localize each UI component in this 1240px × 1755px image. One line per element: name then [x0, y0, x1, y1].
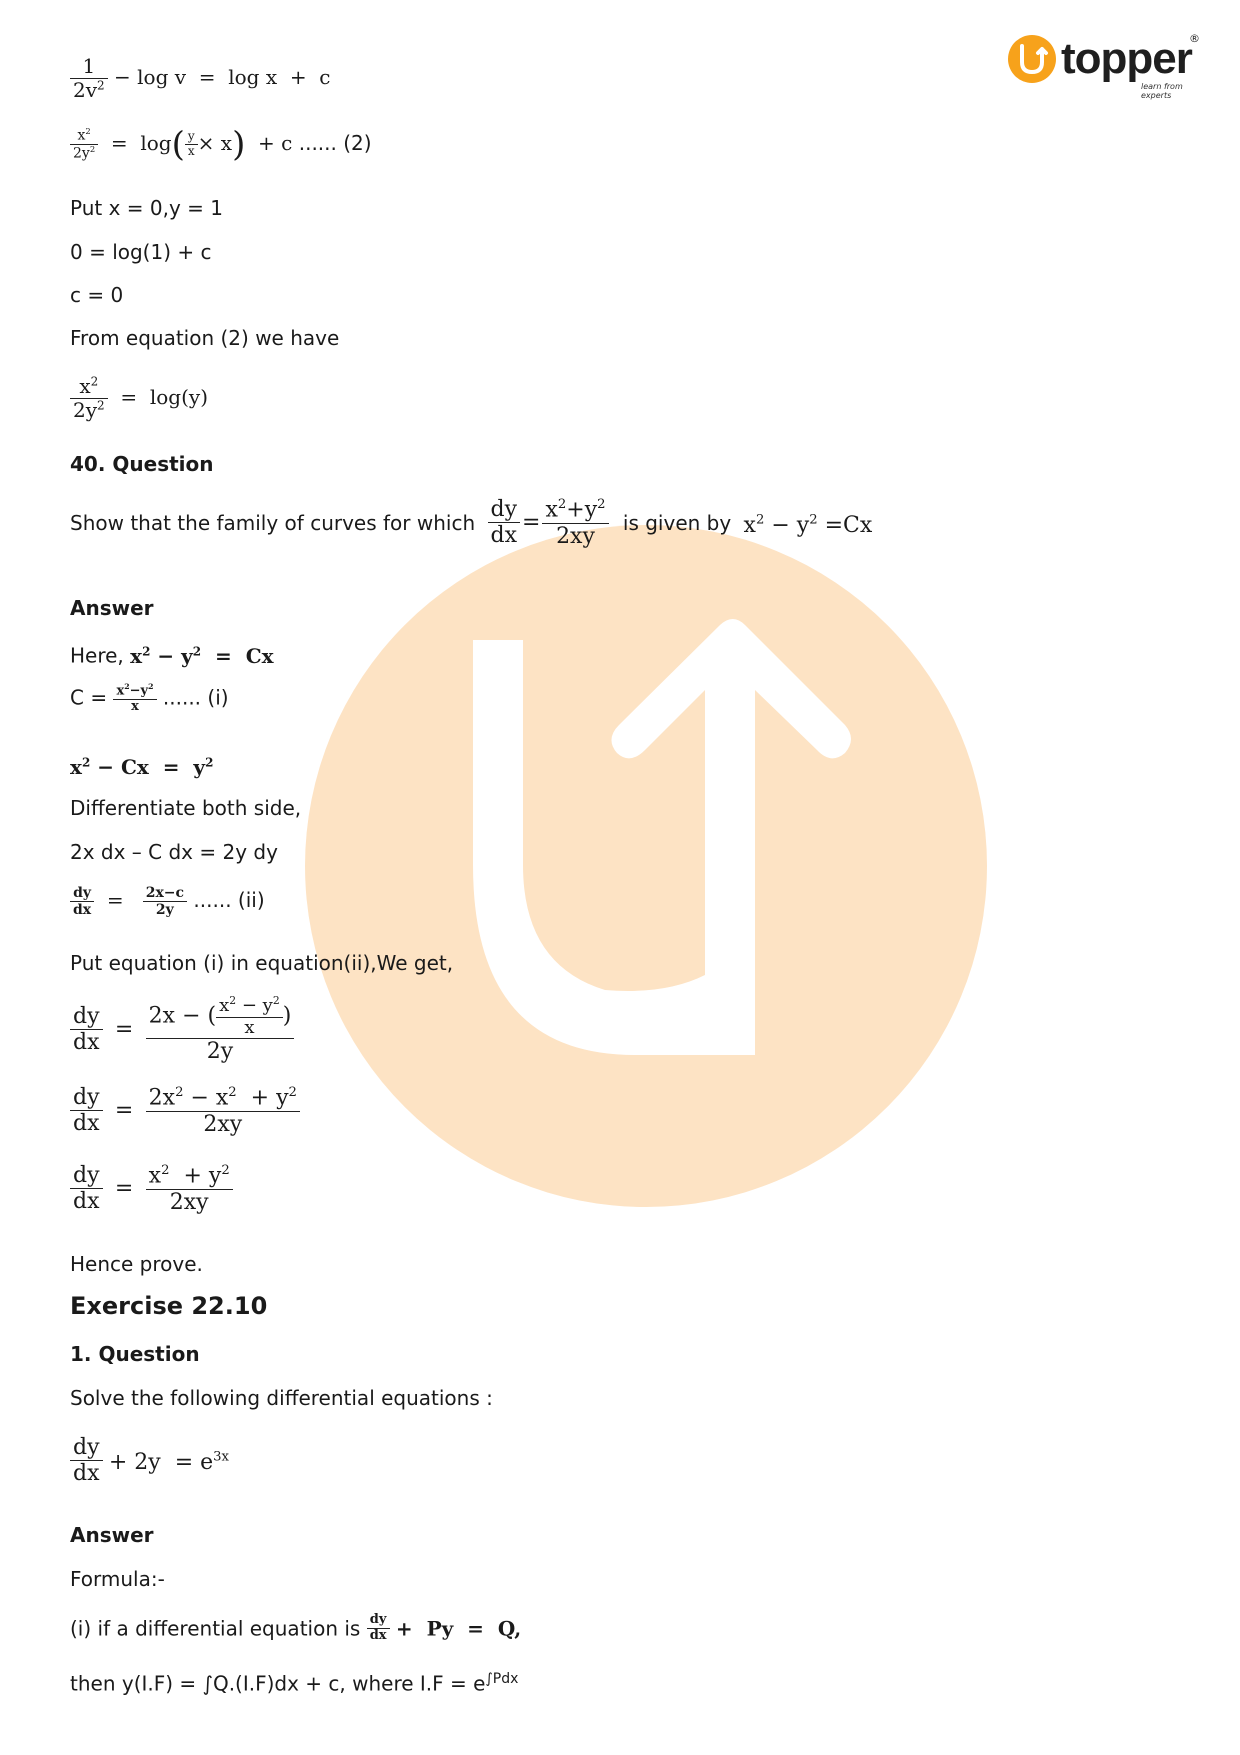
put-values-line: Put x = 0,y = 1 [70, 196, 224, 220]
derivation-step-2: $\frac{dy}{dx}$ = $\frac{2x^2 - x^2 + y^2}{2xy}$ [70, 1085, 300, 1137]
equation-i: C = $\frac{x^2-y^2}{x}$ ...... (i) [70, 682, 229, 715]
equation-ii-label: ...... (ii) [193, 888, 265, 913]
differential-equation-line: 2x dx – C dx = 2y dy [70, 840, 278, 864]
watermark-logo [305, 525, 987, 1207]
topper-logo[interactable] [1005, 32, 1205, 102]
zero-equation-line: 0 = log(1) + c [70, 240, 212, 264]
formula-i-line: (i) if a differential equation is $\frac{dy}{dx}$ + Py = Q, [70, 1612, 522, 1643]
equation-i-label: ...... (i) [162, 685, 229, 710]
equation-b: $\frac{x^2}{2y^2}$ = log( $\frac{y}{x}$ × x) + c ...... (2) [70, 127, 372, 162]
equation-c: $\frac{x^2}{2y^2}$ = log(y) [70, 375, 208, 422]
equation-a: $\frac{1}{2v^2}$ − log v = log x + c [70, 55, 331, 102]
here-label: Here, [70, 643, 124, 668]
equation-ii: $\frac{dy}{dx}$ = $\frac{2x-c}{2y}$ ...... (ii) [70, 885, 265, 918]
then-formula-text: then y(I.F) = ∫Q.(I.F)dx + c, where I.F = e [70, 1671, 486, 1696]
question-40-text-mid: is given by [622, 510, 732, 535]
here-line: Here, $x^2 - y^2 = Cx$ [70, 643, 274, 668]
hence-prove-line: Hence prove. [70, 1252, 203, 1276]
then-formula-line [70, 1667, 518, 1696]
question-1-text: Solve the following differential equations : [70, 1386, 493, 1410]
formula-heading: Formula:- [70, 1567, 165, 1591]
logo-registered-mark: ® [1189, 32, 1200, 45]
c-equals-line: c = 0 [70, 283, 124, 307]
question-1-title: 1. Question [70, 1342, 200, 1366]
exercise-heading: Exercise 22.10 [70, 1292, 268, 1320]
question-40-title: 40. Question [70, 452, 214, 476]
put-equation-line: Put equation (i) in equation(ii),We get, [70, 951, 454, 975]
derivation-step-3: $\frac{dy}{dx}$ = $\frac{x^2 + y^2}{2xy}$ [70, 1163, 233, 1215]
logo-tagline: learn from experts [1141, 82, 1183, 100]
formula-i-text: (i) if a differential equation is [70, 1616, 361, 1641]
differentiate-line: Differentiate both side, [70, 796, 302, 820]
question-1-equation: $\frac{dy}{dx}$ + $2y = e^{3x}$ [70, 1435, 229, 1487]
question-40-statement: Show that the family of curves for which $\frac{dy}{dx}$ = $\frac{x^2+y^2}{2xy}$ is given by $x^2 - y^2 =Cx$ [70, 497, 873, 549]
derivation-step-1: $\frac{dy}{dx}$ = 2x − ( $\frac{x^2 - y^2}{x}$ ) 2y [70, 995, 294, 1065]
equation-x-cx: $x^2 - Cx = y^2$ [70, 754, 214, 779]
logo-brand-text: topper [1061, 34, 1192, 83]
then-formula-exponent: ∫Pdx [485, 1671, 519, 1687]
from-equation-line: From equation (2) we have [70, 326, 340, 350]
answer-heading-2: Answer [70, 1523, 154, 1547]
question-40-text-before: Show that the family of curves for which [70, 510, 476, 535]
answer-heading-1: Answer [70, 596, 154, 620]
